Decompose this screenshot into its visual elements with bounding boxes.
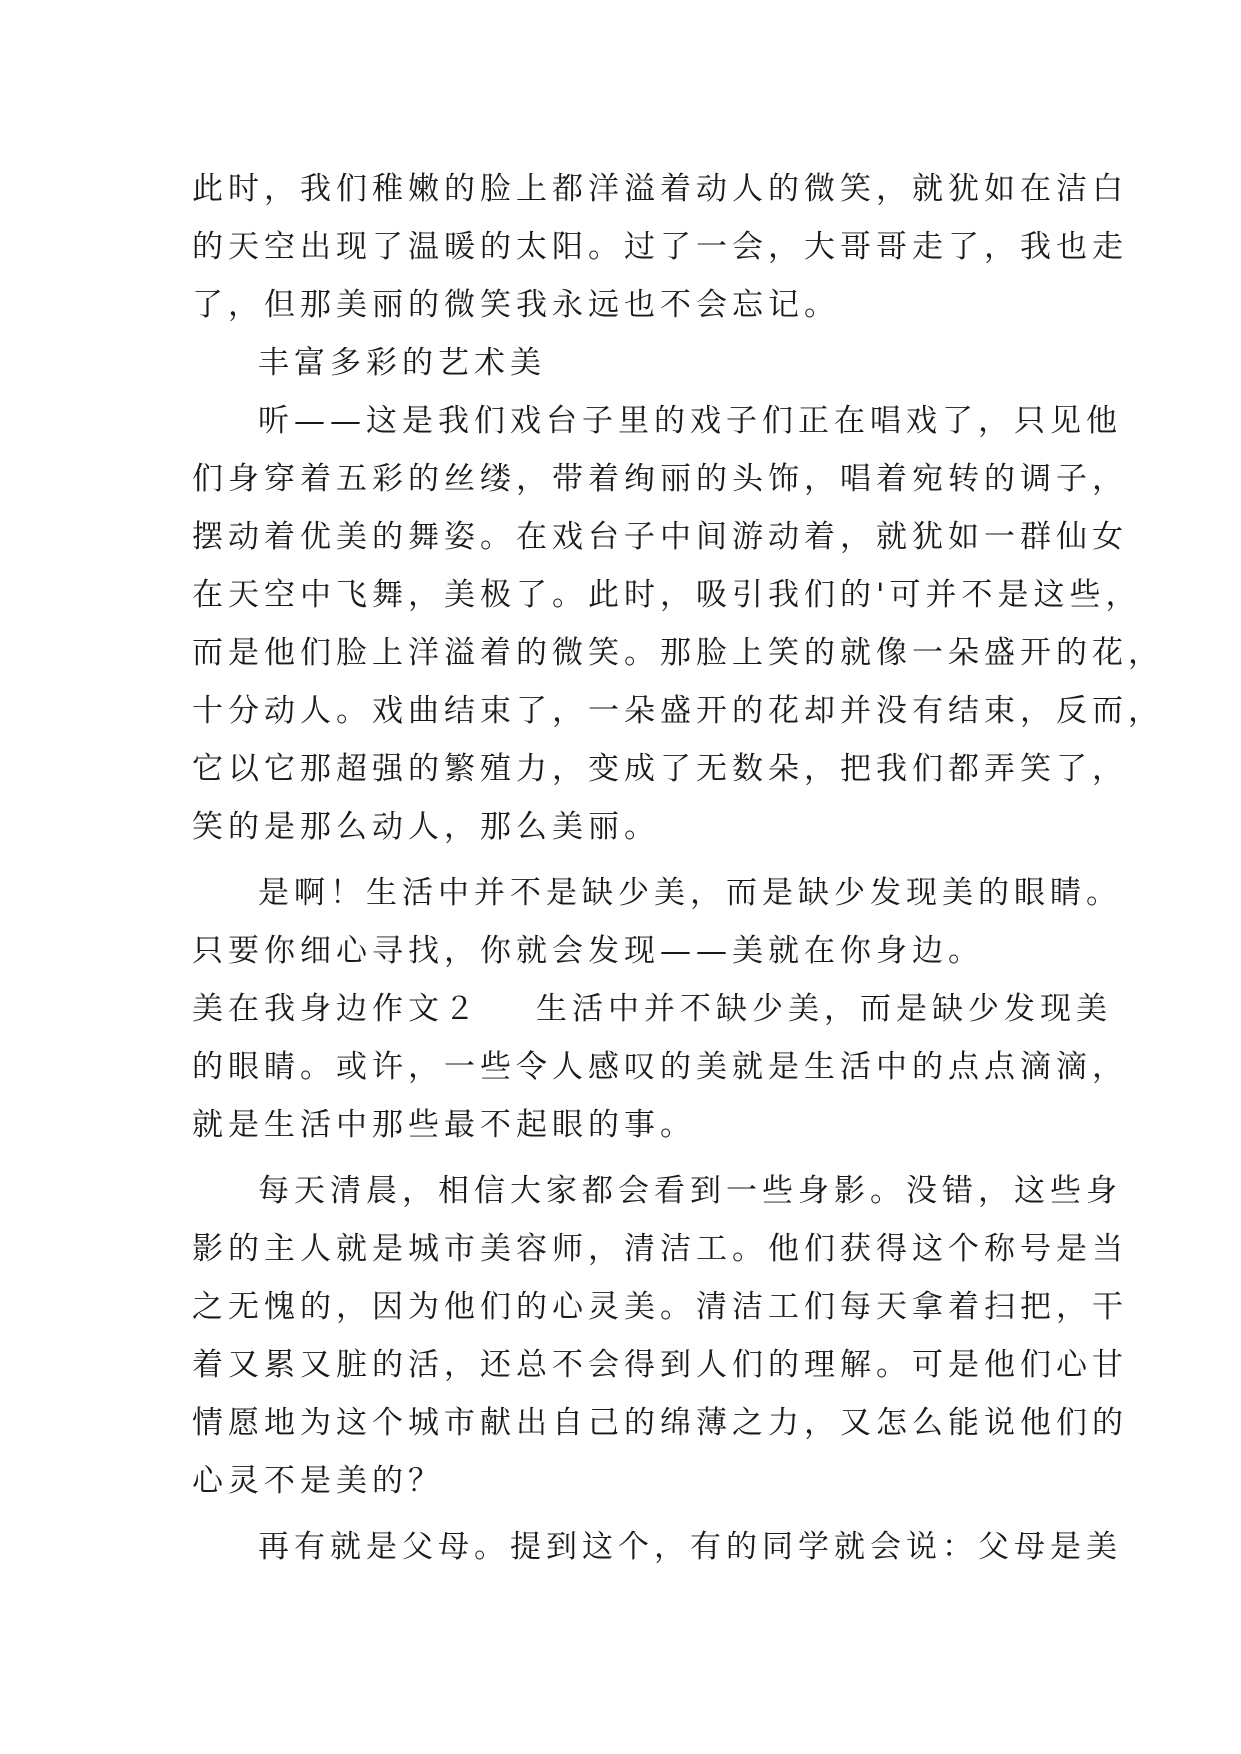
text-line: 就是生活中那些最不起眼的事。 xyxy=(192,1107,696,1143)
essay-title: 美在我身边作文２ xyxy=(192,991,480,1027)
text-line: 在天空中飞舞，美极了。此时，吸引我们的'可并不是这些， xyxy=(192,577,1142,613)
text-line: 每天清晨，相信大家都会看到一些身影。没错，这些身 xyxy=(258,1173,1122,1209)
text-line: 只要你细心寻找，你就会发现——美就在你身边。 xyxy=(192,933,984,969)
text-line: 着又累又脏的活，还总不会得到人们的理解。可是他们心甘 xyxy=(192,1347,1128,1383)
text-line: 十分动人。戏曲结束了，一朵盛开的花却并没有结束，反而， xyxy=(192,693,1164,729)
title-line xyxy=(192,980,1112,1038)
text-line: 的眼睛。或许，一些令人感叹的美就是生活中的点点滴滴， xyxy=(192,1049,1128,1085)
essay-body xyxy=(192,160,1164,1576)
section-heading: 丰富多彩的艺术美 xyxy=(258,345,546,381)
text-line: 情愿地为这个城市献出自己的绵薄之力，又怎么能说他们的 xyxy=(192,1405,1128,1441)
text-line: 影的主人就是城市美容师，清洁工。他们获得这个称号是当 xyxy=(192,1231,1128,1267)
text-line: 们身穿着五彩的丝缕，带着绚丽的头饰，唱着宛转的调子， xyxy=(192,461,1128,497)
text-line: 笑的是那么动人，那么美丽。 xyxy=(192,809,660,845)
text-line: 它以它那超强的繁殖力，变成了无数朵，把我们都弄笑了， xyxy=(192,751,1128,787)
text-line: 心灵不是美的？ xyxy=(192,1463,444,1499)
text-line: 生活中并不缺少美，而是缺少发现美 xyxy=(536,991,1112,1027)
text-line: 听——这是我们戏台子里的戏子们正在唱戏了，只见他 xyxy=(258,403,1122,439)
text-line: 之无愧的，因为他们的心灵美。清洁工们每天拿着扫把，干 xyxy=(192,1289,1128,1325)
text-line: 再有就是父母。提到这个，有的同学就会说：父母是美 xyxy=(258,1529,1122,1565)
text-line: 是啊！生活中并不是缺少美，而是缺少发现美的眼睛。 xyxy=(258,875,1122,911)
text-line: 此时，我们稚嫩的脸上都洋溢着动人的微笑，就犹如在洁白 xyxy=(192,171,1128,207)
text-line: 的天空出现了温暖的太阳。过了一会，大哥哥走了，我也走 xyxy=(192,229,1128,265)
text-line: 了，但那美丽的微笑我永远也不会忘记。 xyxy=(192,287,840,323)
text-line: 摆动着优美的舞姿。在戏台子中间游动着，就犹如一群仙女 xyxy=(192,519,1128,555)
text-line: 而是他们脸上洋溢着的微笑。那脸上笑的就像一朵盛开的花， xyxy=(192,635,1164,671)
